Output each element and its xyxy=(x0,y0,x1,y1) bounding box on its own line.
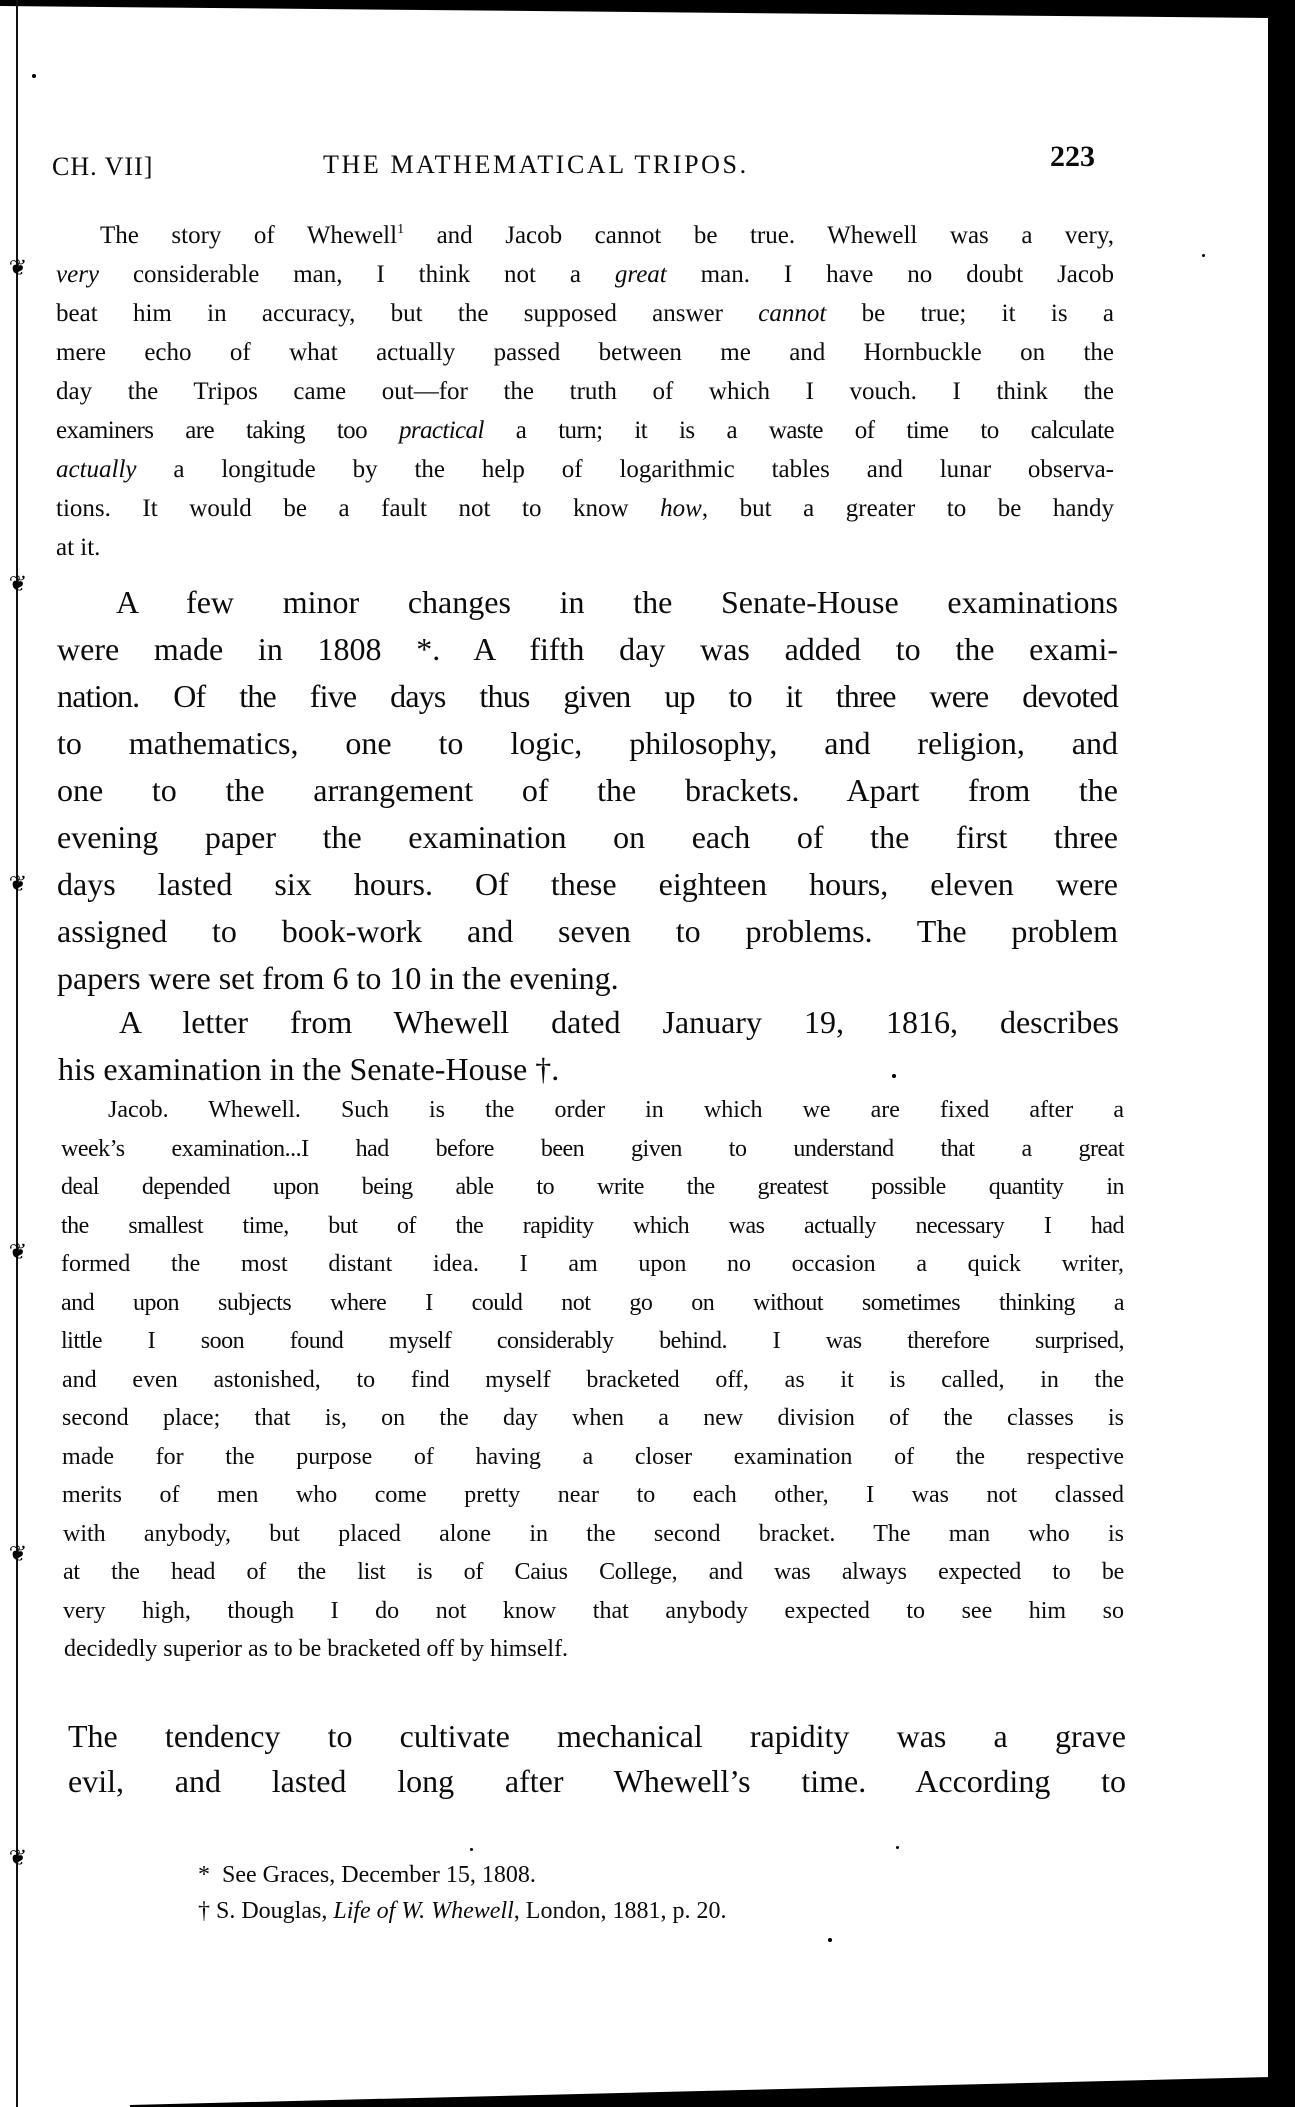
footnote: * See Graces, December 15, 1808. xyxy=(198,1862,536,1888)
text-line: nation. Of the five days thus given up to it three were devoted xyxy=(57,678,1118,714)
text-line: merits of men who come pretty near to each other, I was not classed xyxy=(62,1482,1124,1508)
text-line: papers were set from 6 to 10 in the evening. xyxy=(57,960,619,996)
text-line: actually a longitude by the help of logarithmic tables and lunar observa- xyxy=(56,456,1114,483)
margin-ornament-icon: ❦ xyxy=(8,1240,28,1265)
margin-ornament-icon: ❦ xyxy=(8,572,28,597)
text-line: evening paper the examination on each of the first three xyxy=(57,819,1118,855)
text-line: formed the most distant idea. I am upon no occasion a quick writer, xyxy=(61,1251,1124,1277)
text-line: The story of Whewell$^1$ and Jacob cannot be true. Whewell was a very, xyxy=(100,222,1114,249)
text-line: assigned to book-work and seven to problems. The problem xyxy=(57,913,1118,949)
text-line: with anybody, but placed alone in the second bracket. The man who is xyxy=(63,1520,1124,1547)
margin-ornament-icon: ❦ xyxy=(8,256,28,281)
scan-speck xyxy=(892,1074,896,1078)
text-line: and even astonished, to find myself bracketed off, as it is called, in the xyxy=(62,1366,1124,1393)
text-line: evil, and lasted long after Whewell’s time. According to xyxy=(68,1763,1126,1799)
page-number: 223 xyxy=(1050,140,1095,173)
text-line: beat him in accuracy, but the supposed answer cannot be true; it is a xyxy=(56,300,1114,327)
margin-ornament-icon: ❦ xyxy=(8,1846,28,1871)
scan-speck xyxy=(828,1938,832,1942)
text-line: at it. xyxy=(56,534,101,561)
text-line: week’s examination...I had before been given to understand that a great xyxy=(61,1135,1124,1162)
footnote-mark: † xyxy=(198,1898,210,1924)
margin-ornament-icon: ❦ xyxy=(8,872,28,897)
text-line: tions. It would be a fault not to know how, but a greater to be handy xyxy=(56,495,1114,522)
text-line: were made in 1808 *. A fifth day was added to the exami- xyxy=(57,631,1118,667)
text-line: mere echo of what actually passed between me and Hornbuckle on the xyxy=(56,339,1114,366)
text-line: made for the purpose of having a closer examination of the respective xyxy=(62,1443,1124,1470)
binding-margin-rule xyxy=(16,0,18,2107)
margin-ornament-icon: ❦ xyxy=(8,1542,28,1567)
scan-speck xyxy=(1202,254,1205,257)
text-line: deal depended upon being able to write the greatest possible quantity in xyxy=(61,1174,1124,1200)
text-line: very considerable man, I think not a great man. I have no doubt Jacob xyxy=(56,261,1114,288)
text-line: decidedly superior as to be bracketed off by himself. xyxy=(64,1636,569,1662)
text-line: the smallest time, but of the rapidity which was actually necessary I had xyxy=(61,1212,1124,1239)
text-line: and upon subjects where I could not go on without sometimes thinking a xyxy=(61,1289,1124,1316)
text-line: second place; that is, on the day when a new division of the classes is xyxy=(62,1405,1124,1431)
text-line: at the head of the list is of Caius College, and was always expected to be xyxy=(63,1559,1124,1585)
text-line: A letter from Whewell dated January 19, 1816, describes xyxy=(119,1004,1119,1040)
text-line: days lasted six hours. Of these eighteen hours, eleven were xyxy=(57,866,1118,902)
scan-border-right xyxy=(1268,0,1295,2107)
scan-border-bottom xyxy=(0,2071,1295,2107)
text-line: to mathematics, one to logic, philosophy, and religion, and xyxy=(57,725,1118,761)
text-line: one to the arrangement of the brackets. Apart from the xyxy=(57,772,1118,808)
text-line: his examination in the Senate-House †. xyxy=(58,1051,560,1087)
footnote: † S. Douglas, Life of W. Whewell, London, 1881, p. 20. xyxy=(198,1898,727,1924)
scan-border-top xyxy=(0,0,1295,40)
text-line: day the Tripos came out—for the truth of which I vouch. I think the xyxy=(56,378,1114,405)
text-line: little I soon found myself considerably behind. I was therefore surprised, xyxy=(61,1328,1124,1354)
text-line: very high, though I do not know that anybody expected to see him so xyxy=(63,1597,1124,1624)
text-line: examiners are taking too practical a turn; it is a waste of time to calculate xyxy=(56,417,1115,444)
scan-speck xyxy=(470,1848,473,1851)
scan-speck xyxy=(32,74,36,78)
running-head-chapter: CH. VII] xyxy=(52,152,154,181)
text-line: The tendency to cultivate mechanical rapidity was a grave xyxy=(68,1718,1126,1754)
footnote-mark: * xyxy=(198,1862,210,1888)
running-head-title: THE MATHEMATICAL TRIPOS. xyxy=(323,150,749,179)
text-line: Jacob. Whewell. Such is the order in which we are fixed after a xyxy=(108,1097,1124,1123)
scan-speck xyxy=(896,1846,899,1849)
text-line: A few minor changes in the Senate-House examinations xyxy=(116,584,1118,620)
